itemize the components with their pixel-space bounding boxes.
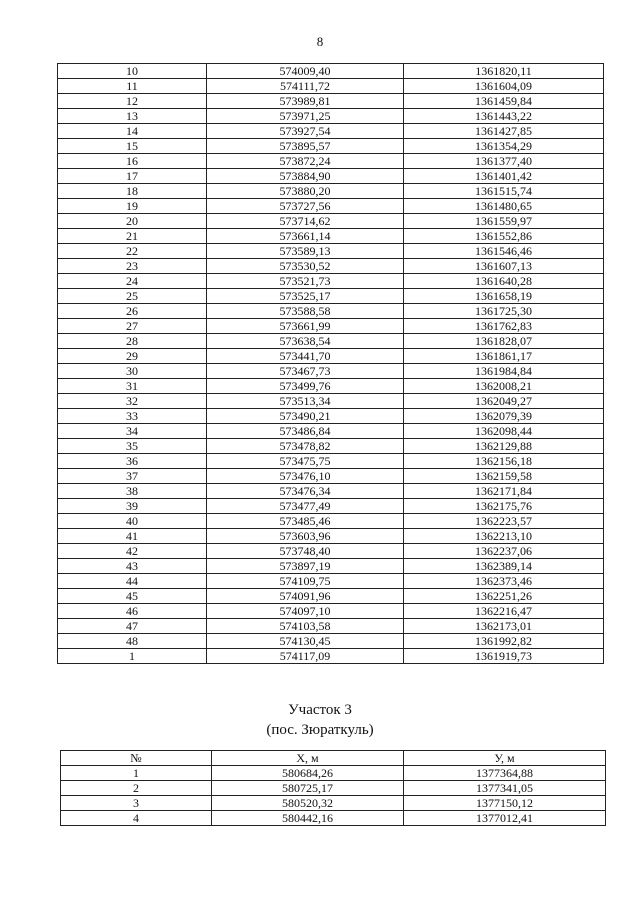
point-number-cell: 38 xyxy=(58,484,207,499)
x-coordinate-cell: 573884,90 xyxy=(207,169,404,184)
x-coordinate-cell: 573499,76 xyxy=(207,379,404,394)
point-number-cell: 16 xyxy=(58,154,207,169)
point-number-cell: 39 xyxy=(58,499,207,514)
y-coordinate-cell: 1377364,88 xyxy=(404,766,606,781)
table-row xyxy=(61,781,606,796)
point-number-cell: 29 xyxy=(58,349,207,364)
point-number-cell: 45 xyxy=(58,589,207,604)
y-coordinate-cell: 1361559,97 xyxy=(404,214,604,229)
point-number-cell: 11 xyxy=(58,79,207,94)
y-coordinate-cell: 1377150,12 xyxy=(404,796,606,811)
point-number-cell: 17 xyxy=(58,169,207,184)
point-number-cell: 4 xyxy=(61,811,212,826)
x-coordinate-cell: 573477,49 xyxy=(207,499,404,514)
table-row xyxy=(58,349,604,364)
y-coordinate-cell: 1361640,28 xyxy=(404,274,604,289)
table-row xyxy=(58,259,604,274)
y-coordinate-cell: 1362049,27 xyxy=(404,394,604,409)
x-coordinate-cell: 580442,16 xyxy=(212,811,404,826)
y-coordinate-cell: 1361828,07 xyxy=(404,334,604,349)
x-coordinate-cell: 573927,54 xyxy=(207,124,404,139)
y-coordinate-cell: 1361607,13 xyxy=(404,259,604,274)
y-coordinate-cell: 1361401,42 xyxy=(404,169,604,184)
y-coordinate-cell: 1362098,44 xyxy=(404,424,604,439)
x-coordinate-cell: 573521,73 xyxy=(207,274,404,289)
point-number-cell: 42 xyxy=(58,544,207,559)
y-coordinate-cell: 1361820,11 xyxy=(404,64,604,79)
section3-coordinates-table xyxy=(60,750,606,826)
y-coordinate-cell: 1362213,10 xyxy=(404,529,604,544)
y-coordinate-cell: 1362171,84 xyxy=(404,484,604,499)
point-number-cell: 12 xyxy=(58,94,207,109)
table-row xyxy=(58,574,604,589)
point-number-cell: 21 xyxy=(58,229,207,244)
table-row xyxy=(58,79,604,94)
point-number-cell: 24 xyxy=(58,274,207,289)
table-row xyxy=(61,811,606,826)
x-coordinate-cell: 580725,17 xyxy=(212,781,404,796)
y-coordinate-cell: 1377012,41 xyxy=(404,811,606,826)
y-coordinate-cell: 1361546,46 xyxy=(404,244,604,259)
table-row xyxy=(61,796,606,811)
x-coordinate-cell: 573530,52 xyxy=(207,259,404,274)
table-row xyxy=(58,649,604,664)
x-coordinate-cell: 574097,10 xyxy=(207,604,404,619)
coordinates-table xyxy=(57,63,604,664)
table-row xyxy=(58,244,604,259)
table-row xyxy=(58,94,604,109)
section-subtitle: (пос. Зюраткуль) xyxy=(266,722,374,738)
table-row xyxy=(58,304,604,319)
table-row xyxy=(58,469,604,484)
y-coordinate-cell: 1362159,58 xyxy=(404,469,604,484)
point-number-cell: 1 xyxy=(58,649,207,664)
x-coordinate-cell: 573714,62 xyxy=(207,214,404,229)
table-row xyxy=(58,544,604,559)
y-coordinate-cell: 1361658,19 xyxy=(404,289,604,304)
x-coordinate-cell: 573476,34 xyxy=(207,484,404,499)
y-coordinate-cell: 1361377,40 xyxy=(404,154,604,169)
x-coordinate-cell: 574117,09 xyxy=(207,649,404,664)
x-coordinate-cell: 574109,75 xyxy=(207,574,404,589)
y-coordinate-cell: 1361354,29 xyxy=(404,139,604,154)
x-coordinate-cell: 573475,75 xyxy=(207,454,404,469)
y-coordinate-cell: 1362237,06 xyxy=(404,544,604,559)
table-row xyxy=(58,634,604,649)
y-coordinate-cell: 1361725,30 xyxy=(404,304,604,319)
page-number: 8 xyxy=(316,34,324,49)
table-row xyxy=(58,589,604,604)
point-number-cell: 44 xyxy=(58,574,207,589)
point-number-cell: 30 xyxy=(58,364,207,379)
y-coordinate-cell: 1361919,73 xyxy=(404,649,604,664)
point-number-cell: 46 xyxy=(58,604,207,619)
point-number-cell: 48 xyxy=(58,634,207,649)
table-row xyxy=(58,334,604,349)
point-number-cell: 40 xyxy=(58,514,207,529)
point-number-cell: 33 xyxy=(58,409,207,424)
point-number-cell: 22 xyxy=(58,244,207,259)
x-coordinate-cell: 573880,20 xyxy=(207,184,404,199)
point-number-cell: 18 xyxy=(58,184,207,199)
point-number-cell: 13 xyxy=(58,109,207,124)
table-row xyxy=(58,394,604,409)
table-row xyxy=(58,559,604,574)
table-row xyxy=(58,364,604,379)
table-row xyxy=(58,454,604,469)
y-coordinate-cell: 1377341,05 xyxy=(404,781,606,796)
x-coordinate-cell: 573895,57 xyxy=(207,139,404,154)
y-coordinate-cell: 1361984,84 xyxy=(404,364,604,379)
point-number-cell: 34 xyxy=(58,424,207,439)
section3-table-body xyxy=(61,766,606,826)
section-title: Участок 3 xyxy=(288,702,352,718)
point-number-cell: 36 xyxy=(58,454,207,469)
x-coordinate-cell: 573513,34 xyxy=(207,394,404,409)
point-number-cell: 37 xyxy=(58,469,207,484)
x-coordinate-cell: 580684,26 xyxy=(212,766,404,781)
x-coordinate-cell: 573478,82 xyxy=(207,439,404,454)
x-coordinate-cell: 573661,14 xyxy=(207,229,404,244)
x-coordinate-cell: 573588,58 xyxy=(207,304,404,319)
table-row xyxy=(58,319,604,334)
table-row xyxy=(58,514,604,529)
table-row xyxy=(58,499,604,514)
table-row xyxy=(58,619,604,634)
table-row xyxy=(58,604,604,619)
x-coordinate-cell: 573525,17 xyxy=(207,289,404,304)
x-coordinate-cell: 574103,58 xyxy=(207,619,404,634)
point-number-cell: 27 xyxy=(58,319,207,334)
point-number-cell: 3 xyxy=(61,796,212,811)
coordinates-table-body xyxy=(58,64,604,664)
y-coordinate-cell: 1362173,01 xyxy=(404,619,604,634)
point-number-cell: 26 xyxy=(58,304,207,319)
point-number-cell: 20 xyxy=(58,214,207,229)
point-number-cell: 35 xyxy=(58,439,207,454)
table-row xyxy=(61,766,606,781)
header-row xyxy=(61,751,606,766)
y-coordinate-cell: 1361552,86 xyxy=(404,229,604,244)
point-number-cell: 19 xyxy=(58,199,207,214)
point-number-cell: 31 xyxy=(58,379,207,394)
x-coordinate-cell: 573872,24 xyxy=(207,154,404,169)
x-coordinate-cell: 573467,73 xyxy=(207,364,404,379)
table-row xyxy=(58,214,604,229)
y-coordinate-cell: 1361604,09 xyxy=(404,79,604,94)
x-coordinate-cell: 573485,46 xyxy=(207,514,404,529)
table-row xyxy=(58,424,604,439)
y-coordinate-cell: 1361861,17 xyxy=(404,349,604,364)
y-coordinate-cell: 1361480,65 xyxy=(404,199,604,214)
y-coordinate-cell: 1362129,88 xyxy=(404,439,604,454)
y-coordinate-cell: 1361443,22 xyxy=(404,109,604,124)
point-number-cell: 47 xyxy=(58,619,207,634)
point-number-cell: 32 xyxy=(58,394,207,409)
x-coordinate-cell: 574111,72 xyxy=(207,79,404,94)
y-coordinate-cell: 1361515,74 xyxy=(404,184,604,199)
header-x: Х, м xyxy=(212,751,404,766)
x-coordinate-cell: 574130,45 xyxy=(207,634,404,649)
table-row xyxy=(58,379,604,394)
x-coordinate-cell: 573638,54 xyxy=(207,334,404,349)
point-number-cell: 28 xyxy=(58,334,207,349)
table-row xyxy=(58,124,604,139)
table-row xyxy=(58,199,604,214)
point-number-cell: 25 xyxy=(58,289,207,304)
y-coordinate-cell: 1362156,18 xyxy=(404,454,604,469)
x-coordinate-cell: 574009,40 xyxy=(207,64,404,79)
table-row xyxy=(58,229,604,244)
header-number: № xyxy=(61,751,212,766)
table-row xyxy=(58,109,604,124)
x-coordinate-cell: 573441,70 xyxy=(207,349,404,364)
point-number-cell: 23 xyxy=(58,259,207,274)
point-number-cell: 1 xyxy=(61,766,212,781)
table-row xyxy=(58,154,604,169)
y-coordinate-cell: 1362175,76 xyxy=(404,499,604,514)
x-coordinate-cell: 573727,56 xyxy=(207,199,404,214)
table-row xyxy=(58,439,604,454)
y-coordinate-cell: 1361992,82 xyxy=(404,634,604,649)
point-number-cell: 15 xyxy=(58,139,207,154)
x-coordinate-cell: 573971,25 xyxy=(207,109,404,124)
point-number-cell: 43 xyxy=(58,559,207,574)
x-coordinate-cell: 573589,13 xyxy=(207,244,404,259)
y-coordinate-cell: 1362251,26 xyxy=(404,589,604,604)
y-coordinate-cell: 1361459,84 xyxy=(404,94,604,109)
table-row xyxy=(58,529,604,544)
x-coordinate-cell: 574091,96 xyxy=(207,589,404,604)
x-coordinate-cell: 573897,19 xyxy=(207,559,404,574)
y-coordinate-cell: 1362389,14 xyxy=(404,559,604,574)
y-coordinate-cell: 1362216,47 xyxy=(404,604,604,619)
y-coordinate-cell: 1362373,46 xyxy=(404,574,604,589)
y-coordinate-cell: 1362008,21 xyxy=(404,379,604,394)
y-coordinate-cell: 1362079,39 xyxy=(404,409,604,424)
table-row xyxy=(58,274,604,289)
x-coordinate-cell: 573476,10 xyxy=(207,469,404,484)
x-coordinate-cell: 573989,81 xyxy=(207,94,404,109)
table-row xyxy=(58,289,604,304)
y-coordinate-cell: 1361762,83 xyxy=(404,319,604,334)
table-row xyxy=(58,169,604,184)
table-row xyxy=(58,184,604,199)
table-row xyxy=(58,409,604,424)
x-coordinate-cell: 573661,99 xyxy=(207,319,404,334)
x-coordinate-cell: 573486,84 xyxy=(207,424,404,439)
point-number-cell: 41 xyxy=(58,529,207,544)
x-coordinate-cell: 573490,21 xyxy=(207,409,404,424)
table-row xyxy=(58,64,604,79)
point-number-cell: 2 xyxy=(61,781,212,796)
point-number-cell: 14 xyxy=(58,124,207,139)
table-row xyxy=(58,484,604,499)
x-coordinate-cell: 573748,40 xyxy=(207,544,404,559)
section3-table-header xyxy=(61,751,606,766)
y-coordinate-cell: 1362223,57 xyxy=(404,514,604,529)
point-number-cell: 10 xyxy=(58,64,207,79)
x-coordinate-cell: 580520,32 xyxy=(212,796,404,811)
x-coordinate-cell: 573603,96 xyxy=(207,529,404,544)
header-y: У, м xyxy=(404,751,606,766)
y-coordinate-cell: 1361427,85 xyxy=(404,124,604,139)
table-row xyxy=(58,139,604,154)
